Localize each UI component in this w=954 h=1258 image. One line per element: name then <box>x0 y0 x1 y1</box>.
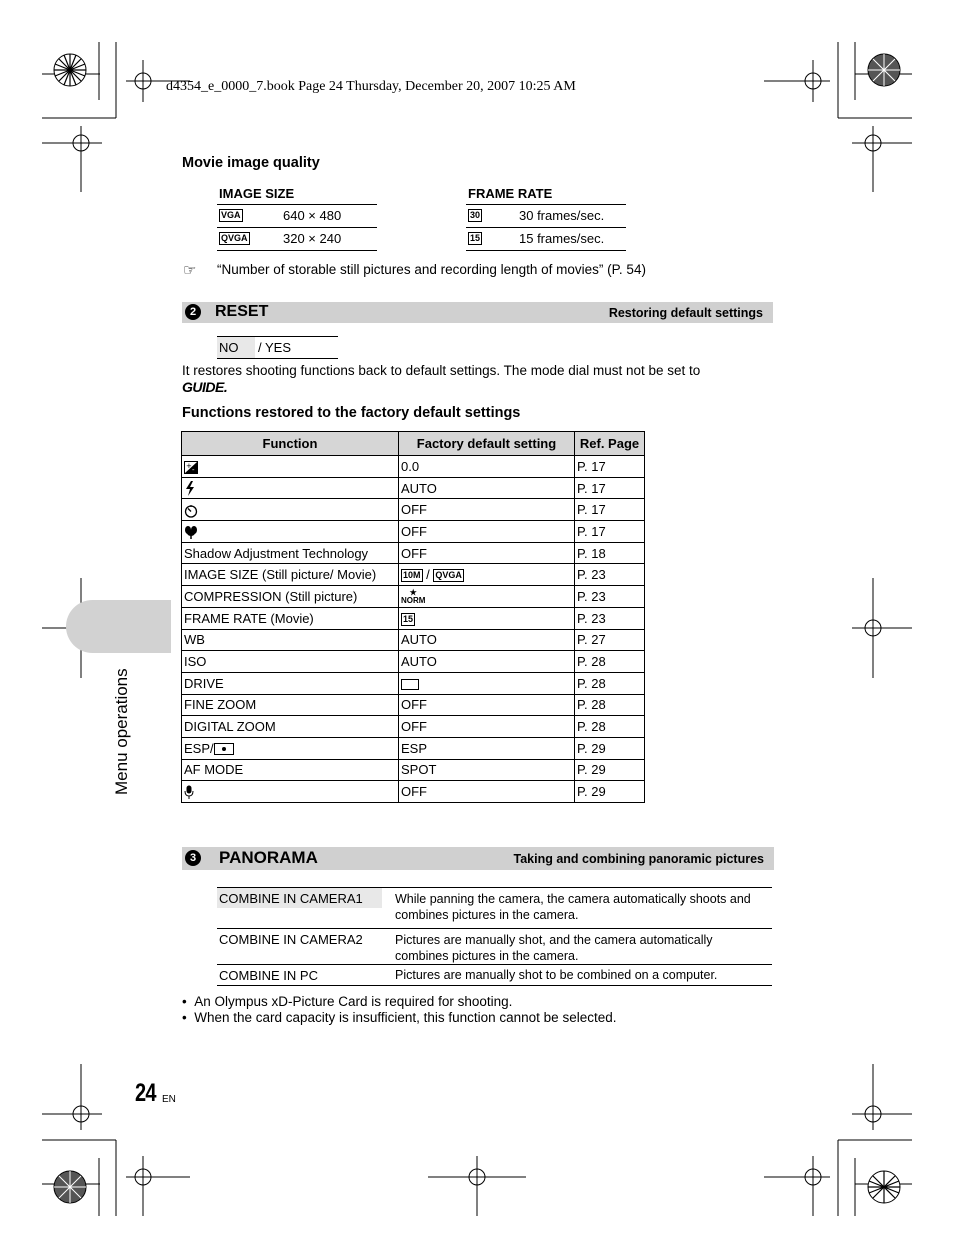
frame-15-icon: 15 <box>470 233 481 243</box>
page-cell: P. 29 <box>575 781 645 803</box>
setting-cell: OFF <box>399 542 575 564</box>
combine-in-camera1[interactable]: COMBINE IN CAMERA1 <box>219 891 363 906</box>
function-cell: DRIVE <box>182 672 399 694</box>
sunburst-mark-tl-icon <box>54 54 86 86</box>
frame-30-icon: 30 <box>470 210 481 220</box>
setting-cell: AUTO <box>399 477 575 499</box>
qvga-icon: QVGA <box>221 233 248 243</box>
frame-15-icon: 15 <box>403 613 414 624</box>
setting-cell: OFF <box>399 781 575 803</box>
combine-in-camera1-desc: While panning the camera, the camera automatically shoots and combines pictures in the camera. <box>395 892 751 922</box>
setting-cell: 0.0 <box>399 456 575 478</box>
svg-text:-: - <box>192 465 195 474</box>
setting-cell: AUTO <box>399 629 575 651</box>
page-cell: P. 23 <box>575 586 645 608</box>
function-cell: FRAME RATE (Movie) <box>182 607 399 629</box>
page-cell: P. 23 <box>575 607 645 629</box>
combine-in-camera2[interactable]: COMBINE IN CAMERA2 <box>219 932 363 947</box>
table-row <box>182 737 645 759</box>
chapter-tab <box>66 600 171 653</box>
setting-cell: SPOT <box>399 759 575 781</box>
single-frame-drive-icon <box>401 679 419 690</box>
setting-cell: OFF <box>399 521 575 543</box>
table-row <box>182 564 645 586</box>
panorama-section-bar <box>182 847 774 870</box>
reset-description: It restores shooting functions back to default settings. The mode dial must not be set to <box>182 363 701 378</box>
col-default: Factory default setting <box>399 432 575 456</box>
reset-section-bar <box>182 302 773 323</box>
reset-title: RESET <box>215 303 269 320</box>
page-cell: P. 28 <box>575 672 645 694</box>
table-row <box>182 586 645 608</box>
table-row <box>182 456 645 478</box>
page-number: 24 <box>135 1079 156 1107</box>
function-cell <box>182 477 399 499</box>
setting-cell: ESP <box>399 737 575 759</box>
default-settings-table <box>181 431 645 803</box>
storage-reference: “Number of storable still pictures and recording length of movies” (P. 54) <box>217 262 646 277</box>
function-cell: Shadow Adjustment Technology <box>182 542 399 564</box>
side-tab-label: Menu operations <box>112 668 131 795</box>
sunburst-mark-tr-icon <box>868 54 900 86</box>
page-cell: P. 23 <box>575 564 645 586</box>
reset-subtitle: Restoring default settings <box>608 306 763 320</box>
guide-label: GUIDE. <box>182 379 228 395</box>
table-row <box>182 542 645 564</box>
setting-cell <box>399 672 575 694</box>
function-cell: COMPRESSION (Still picture) <box>182 586 399 608</box>
page-cell: P. 28 <box>575 694 645 716</box>
function-cell: FINE ZOOM <box>182 694 399 716</box>
table-row <box>182 607 645 629</box>
panorama-subtitle: Taking and combining panoramic pictures <box>513 852 764 866</box>
setting-cell: OFF <box>399 499 575 521</box>
col-ref: Ref. Page <box>575 432 645 456</box>
flash-icon <box>184 481 196 496</box>
function-cell: AF MODE <box>182 759 399 781</box>
compression-normal-icon: ★ NORM <box>401 587 426 605</box>
col-function: Function <box>182 432 399 456</box>
reset-option-yes[interactable]: / YES <box>258 340 292 355</box>
vga-icon: VGA <box>221 210 241 220</box>
restored-functions-title: Functions restored to the factory default settings <box>182 405 521 421</box>
page-cell: P. 28 <box>575 651 645 673</box>
table-row <box>182 672 645 694</box>
setting-cell: OFF <box>399 694 575 716</box>
frame-rate-15: 15 frames/sec. <box>519 231 605 246</box>
function-cell: DIGITAL ZOOM <box>182 716 399 738</box>
exposure-compensation-icon <box>184 461 198 474</box>
table-row <box>182 499 645 521</box>
table-row <box>182 521 645 543</box>
page-language: EN <box>162 1094 176 1105</box>
sunburst-mark-br-icon <box>868 1171 900 1203</box>
page-cell: P. 17 <box>575 499 645 521</box>
frame-rate-header: FRAME RATE <box>468 186 553 201</box>
page-cell: P. 27 <box>575 629 645 651</box>
function-cell: IMAGE SIZE (Still picture/ Movie) <box>182 564 399 586</box>
image-size-qvga: 320 × 240 <box>283 231 342 246</box>
setting-cell: 10M / QVGA <box>399 564 575 586</box>
spot-metering-icon <box>214 743 234 755</box>
function-cell <box>182 781 399 803</box>
image-size-vga: 640 × 480 <box>283 208 342 223</box>
function-cell <box>182 521 399 543</box>
table-row <box>182 694 645 716</box>
svg-text:+: + <box>186 461 192 470</box>
frame-rate-30: 30 frames/sec. <box>519 208 605 223</box>
section-number-3: 3 <box>185 850 201 866</box>
note-item: • An Olympus xD-Picture Card is required for shooting. <box>182 994 513 1009</box>
qvga-icon: QVGA <box>435 570 462 581</box>
section-number-2: 2 <box>185 304 201 320</box>
function-cell <box>182 456 399 478</box>
page-cell: P. 17 <box>575 477 645 499</box>
combine-in-pc-desc: Pictures are manually shot to be combined on a computer. <box>395 968 718 982</box>
self-timer-icon <box>184 504 198 518</box>
setting-cell: OFF <box>399 716 575 738</box>
combine-in-camera2-desc: Pictures are manually shot, and the camera automatically combines pictures in the camera. <box>395 933 713 963</box>
page-cell: P. 17 <box>575 521 645 543</box>
page-cell: P. 29 <box>575 737 645 759</box>
table-header-row <box>182 432 645 456</box>
sunburst-mark-bl-icon <box>54 1171 86 1203</box>
microphone-icon <box>184 785 194 799</box>
print-header: d4354_e_0000_7.book Page 24 Thursday, December 20, 2007 10:25 AM <box>166 79 576 94</box>
page-cell: P. 29 <box>575 759 645 781</box>
reference-hand-icon: ☞ <box>183 262 197 279</box>
page-cell: P. 18 <box>575 542 645 564</box>
table-row <box>182 716 645 738</box>
table-row <box>182 651 645 673</box>
table-row <box>182 477 645 499</box>
size-10m-icon: 10M <box>403 570 421 581</box>
macro-icon <box>184 525 198 539</box>
movie-quality-title: Movie image quality <box>182 155 320 171</box>
panorama-title: PANORAMA <box>219 848 318 867</box>
note-item: • When the card capacity is insufficient, this function cannot be selected. <box>182 1010 617 1025</box>
table-row <box>182 759 645 781</box>
page-cell: P. 17 <box>575 456 645 478</box>
combine-in-pc[interactable]: COMBINE IN PC <box>219 968 318 983</box>
function-cell: ESP/ <box>182 737 399 759</box>
setting-cell <box>399 607 575 629</box>
setting-cell: AUTO <box>399 651 575 673</box>
setting-cell <box>399 586 575 608</box>
table-row <box>182 629 645 651</box>
image-size-header: IMAGE SIZE <box>219 186 295 201</box>
reset-option-no[interactable]: NO <box>219 340 239 355</box>
function-cell <box>182 499 399 521</box>
page-cell: P. 28 <box>575 716 645 738</box>
table-row <box>182 781 645 803</box>
function-cell: WB <box>182 629 399 651</box>
function-cell: ISO <box>182 651 399 673</box>
